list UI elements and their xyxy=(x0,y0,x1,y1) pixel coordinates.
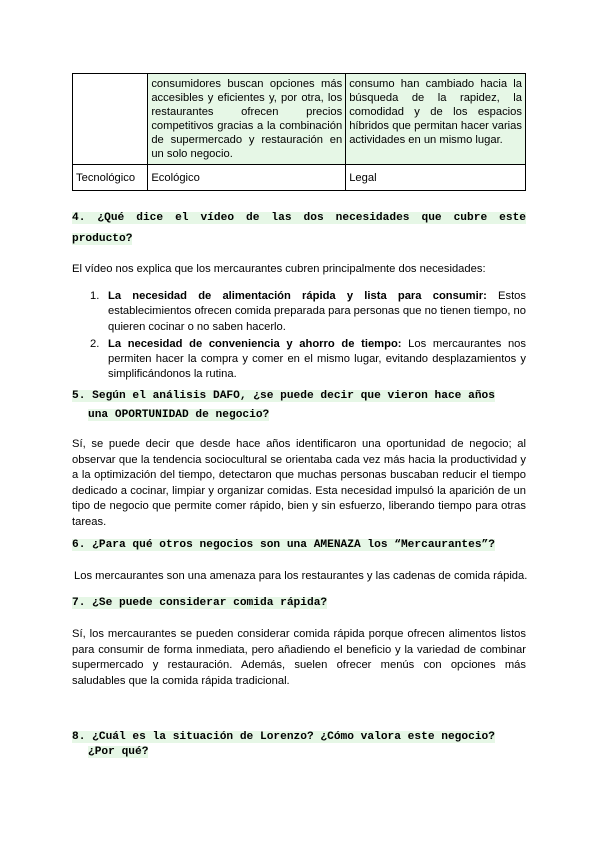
list-item xyxy=(90,337,526,383)
question-4-line1: 4. ¿Qué dice el vídeo de las dos necesidades que cubre este xyxy=(72,212,526,224)
question-4-line2: producto? xyxy=(72,233,133,245)
table-cell-empty xyxy=(73,74,148,165)
question-5-heading-cont xyxy=(88,405,269,425)
question-5-line2: una OPORTUNIDAD de negocio? xyxy=(88,409,270,421)
table-cell-economic-continuation: consumidores buscan opciones más accesibles y eficientes y, por otra, los restaurantes ofrecen precios competitivos gracias a la combinación de supermercado y restauración en un solo negocio. xyxy=(148,74,346,165)
table-cell-label: Tecnológico xyxy=(73,165,148,191)
list-item-bold: La necesidad de alimentación rápida y lista para consumir: xyxy=(108,290,487,302)
question-4-heading xyxy=(72,208,526,228)
question-8-heading-cont xyxy=(88,742,148,762)
table-cell-label: Ecológico xyxy=(148,165,346,191)
question-4-intro: El vídeo nos explica que los mercaurantes cubren principalmente dos necesidades: xyxy=(72,263,486,275)
list-item-text: Los mercaurantes nos permiten hacer la compra y comer en el mismo lugar, evitando desplazamientos y simplificándonos la rutina. xyxy=(108,337,526,381)
question-5-answer: Sí, se puede decir que desde hace años identificaron una oportunidad de negocio; al observar que la tendencia sociocultural se orientaba cada vez más hacia la productividad y a la optimización del tiempo, detectaron que muchas personas buscaban reducir el tiempo dedicado a cocinar, limpiar y organizar comidas. Esta necesidad impulsó la aparición de un tipo de negocio que permite comer rápido, bien y sin esfuerzo, liberando tiempo para otras tareas. xyxy=(72,438,526,528)
question-7-title: 7. ¿Se puede considerar comida rápida? xyxy=(72,597,328,609)
question-6-answer: Los mercaurantes son una amenaza para los restaurantes y las cadenas de comida rápida. xyxy=(74,570,528,582)
question-8-line2: ¿Por qué? xyxy=(88,746,149,758)
question-8-line1: 8. ¿Cuál es la situación de Lorenzo? ¿Cómo valora este negocio? xyxy=(72,731,495,743)
list-item-number: 1. xyxy=(90,290,100,302)
table-row xyxy=(73,74,526,165)
list-item-bold: La necesidad de conveniencia y ahorro de tiempo: xyxy=(108,337,402,350)
question-7-answer: Sí, los mercaurantes se pueden considerar comida rápida porque ofrecen alimentos listos para consumir de forma inmediata, pero añadiendo el beneficio y la variedad de combinar supermercado y restauración. Además, suelen ofrecer menús con opciones más saludables que la comida rápida tradicional. xyxy=(72,628,526,687)
table-cell-sociocultural-continuation: consumo han cambiado hacia la búsqueda de la rapidez, la comodidad y de los espacios híbridos que permitan hacer varias actividades en un mismo lugar. xyxy=(346,74,526,165)
question-5-line1: 5. Según el análisis DAFO, ¿se puede decir que vieron hace años xyxy=(72,390,495,402)
question-6-heading xyxy=(72,535,495,555)
question-6-title: 6. ¿Para qué otros negocios son una AMENAZA los “Mercaurantes”? xyxy=(72,539,495,551)
table-row xyxy=(73,165,526,191)
question-4-heading-cont xyxy=(72,229,132,249)
question-5-heading xyxy=(72,386,495,406)
needs-list xyxy=(90,289,526,385)
table-cell-label: Legal xyxy=(346,165,526,191)
list-item-number: 2. xyxy=(90,337,100,350)
pestel-table xyxy=(72,73,526,191)
question-7-heading xyxy=(72,593,327,613)
list-item xyxy=(90,289,526,335)
list-item-text: Estos establecimientos ofrecen comida preparada para personas que no tienen tiempo, no quieren cocinar o no saben hacerlo. xyxy=(108,290,526,333)
